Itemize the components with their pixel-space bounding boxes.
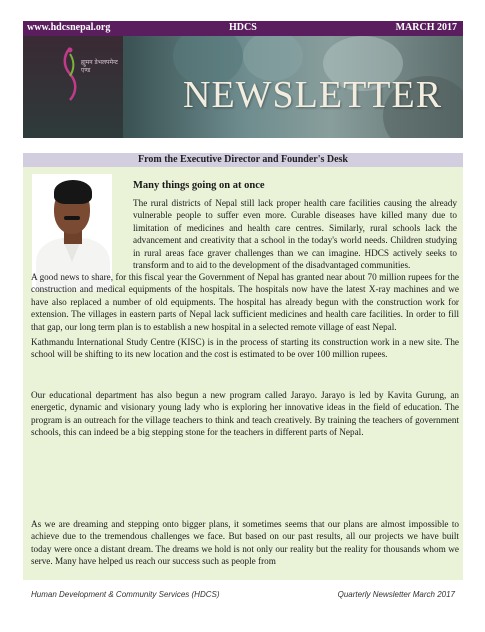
logo-figure-icon: [59, 46, 81, 102]
paragraph-kisc: Kathmandu International Study Centre (KISC) is in the process of starting its construction work in a new site. The school will be shifting to its new location and the cost is estimated to be over 100 million rupees.: [31, 337, 459, 360]
logo-text-nepali: ह्युमन डेभलपमेन्ट एण्ड: [81, 59, 118, 74]
section-heading: From the Executive Director and Founder's Desk: [23, 153, 463, 167]
top-bar: [23, 21, 463, 36]
issue-date: MARCH 2017: [395, 22, 457, 33]
newsletter-title: NEWSLETTER: [183, 74, 443, 116]
intro-paragraph: The rural districts of Nepal still lack proper health care facilities causing the already vulnerable people to suffer even more. Curable diseases have killed many due to limitation of medicines and health care centres. Similarly, rural schools lack the advancement and creativity that a school in the today's world needs. Children studying in rural areas face graver challenges than we can imagine. HDCS actively seeks to transform and to aid to the development of the disadvantaged communities.: [133, 198, 457, 271]
hdcs-logo: [23, 36, 123, 138]
footer-org: Human Development & Community Services (HDCS): [31, 590, 220, 599]
paragraph-hospital: A good news to share, for this fiscal year the Government of Nepal has granted near about 70 million rupees for the construction and medical equipments of the hospitals. The hospitals now have the latest X-ray machines and we have also replaced a number of old equipments. The hospital has already begun with the construction work for extension. The villages in eastern parts of Nepal lack sufficient medicines and health care facilities. In order to fill that gap, our long term plan is to establish a new hospital in a selected remote village of east Nepal.: [31, 272, 459, 332]
website-url[interactable]: www.hdcsnepal.org: [27, 22, 111, 33]
org-name: HDCS: [229, 22, 257, 33]
article-subheading: Many things going on at once: [133, 180, 265, 191]
newsletter-banner: [23, 36, 463, 138]
paragraph-dreams: As we are dreaming and stepping onto bigger plans, it sometimes seems that our plans are almost impossible to achieve due to the tremendous challenges we face. But based on our past results, all our projects we have built today were once a distant dream. The dreams we hold is not only our reality but the reality for thousands whom we serve. Many have helped us reach our success such as people from: [31, 519, 459, 567]
footer-issue: Quarterly Newsletter March 2017: [337, 590, 455, 599]
paragraph-jarayo: Our educational department has also begun a new program called Jarayo. Jarayo is led by Kavita Gurung, an energetic, dynamic and visionary young lady who is exploring her innovative ideas in the field of education. The program is an outreach for the village teachers to think and teach creatively. By training the teachers of government schools, this can indeed be a big stepping stone for the teachers in different parts of Nepal.: [31, 390, 459, 438]
